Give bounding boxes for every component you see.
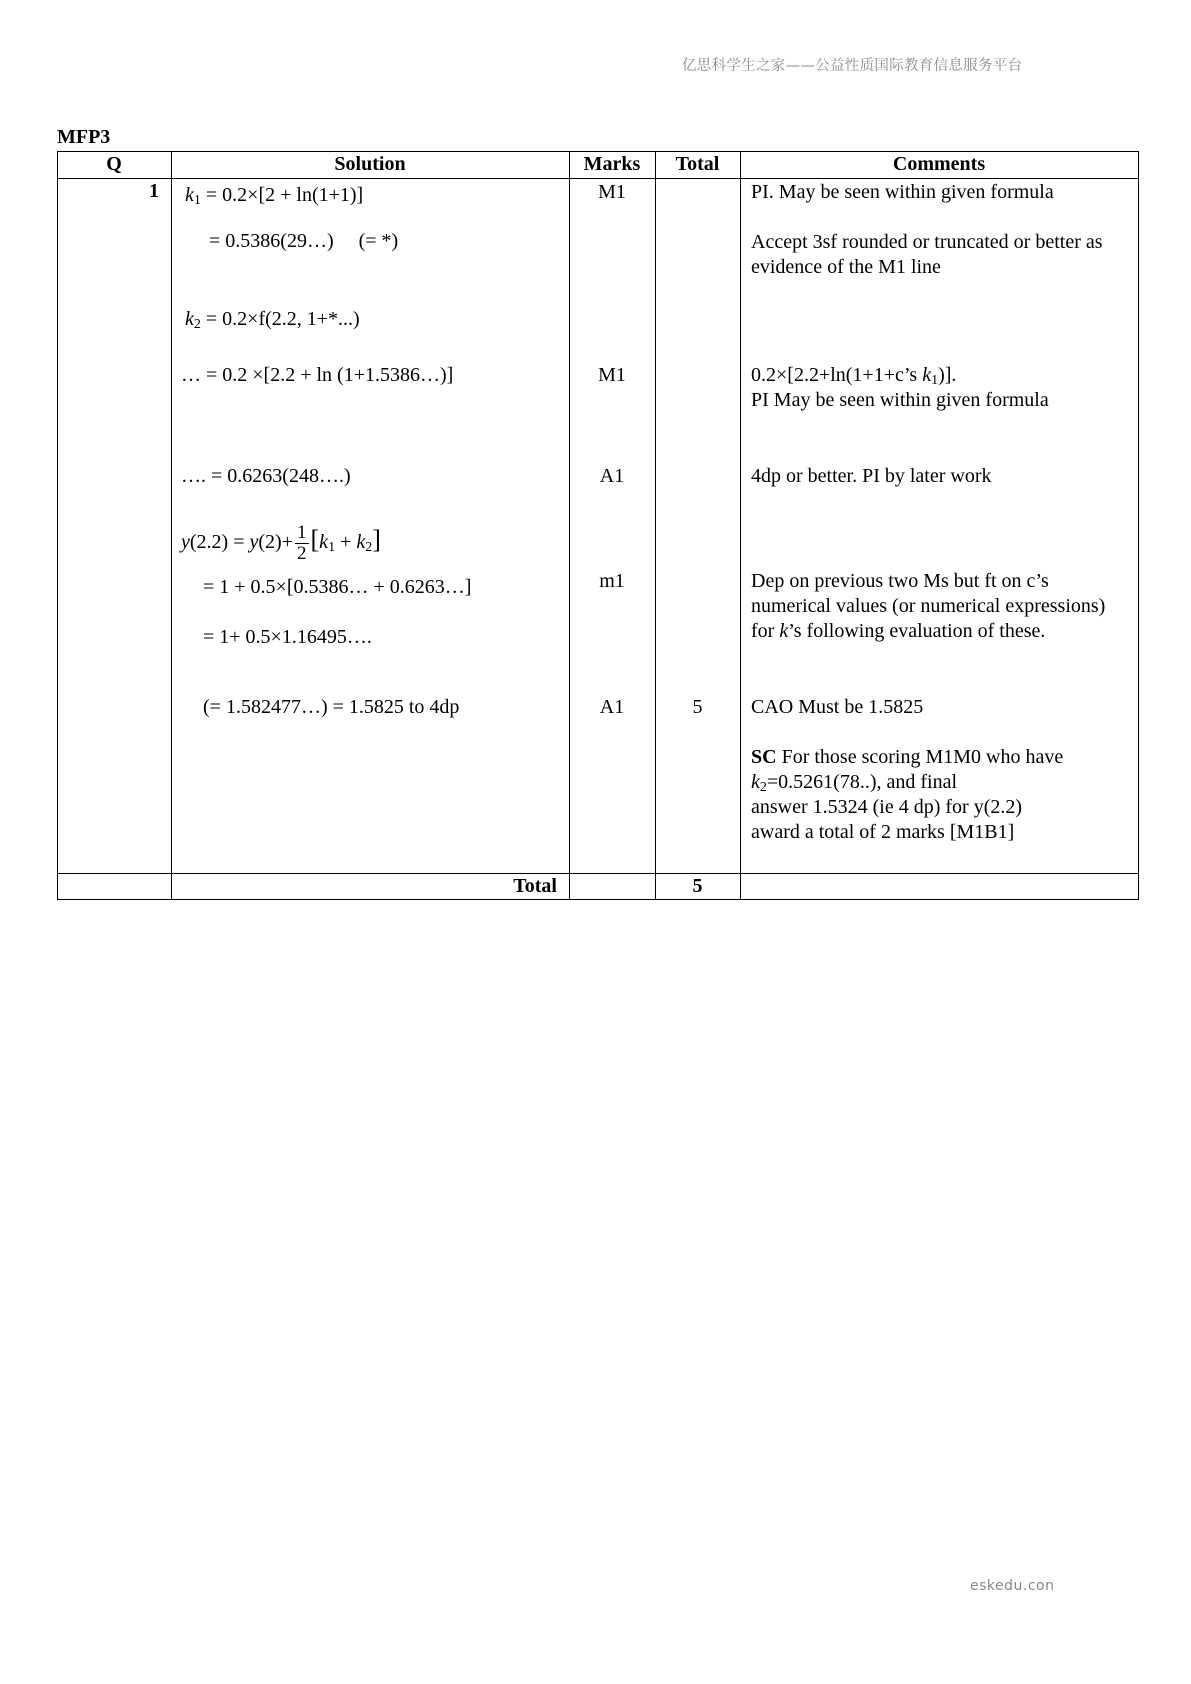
header-bottom-border [57, 178, 1139, 179]
comment-6: Dep on previous two Ms but ft on c’s numerical values (or numerical expressions) for k’s following evaluation of these. [751, 570, 1106, 642]
col-border-solution [569, 151, 570, 900]
mark-scheme-table [57, 151, 1139, 900]
col-header-marks: Marks [583, 153, 641, 175]
col-border-left [57, 151, 58, 900]
total-row-label: Total [513, 875, 557, 897]
comment-2: Accept 3sf rounded or truncated or better as evidence of the M1 line [751, 231, 1103, 278]
solution-line-k1: $k_1 = 0.2\times[2 + \ln(1+1)]$ [185, 184, 364, 208]
col-header-total: Total [675, 153, 720, 175]
mark-2: M1 [598, 364, 626, 386]
mark-1: M1 [598, 181, 626, 203]
col-border-q [171, 151, 172, 900]
solution-line-k2-value: …. = 0.6263(248….) [181, 465, 351, 487]
comment-7: CAO Must be 1.5825 [751, 696, 924, 718]
col-header-comments: Comments [892, 153, 986, 175]
solution-line-substitution: = 1 + 0.5×[0.5386… + 0.6263…] [203, 576, 472, 598]
comment-1: PI. May be seen within given formula [751, 181, 1054, 203]
question-number: 1 [149, 180, 159, 202]
col-header-q: Q [106, 153, 122, 175]
col-header-solution: Solution [334, 153, 406, 175]
half-fraction: $\frac{1}{2}$ [297, 521, 307, 564]
total-row-value: 5 [692, 875, 703, 897]
question-total: 5 [692, 696, 703, 718]
footer-watermark: eskedu.con [970, 1578, 1055, 1594]
solution-line-final-answer: (= 1.582477…) = 1.5825 to 4dp [203, 696, 460, 718]
solution-line-y-formula: y(2.2) = y(2)+ $\frac{1}{2}$ $[k_1 + k_2]$ [181, 521, 381, 564]
solution-line-k2-expanded: … = 0.2 ×[2.2 + ln (1+1.5386…)] [181, 364, 454, 386]
header-watermark: 亿思科学生之家——公益性质国际教育信息服务平台 [682, 58, 1023, 74]
paper-title: MFP3 [57, 126, 111, 148]
col-border-total [740, 151, 741, 900]
comment-3: 0.2×[2.2+ln(1+1+c’s $k_1$)]. [751, 364, 957, 388]
table-bottom-border [57, 899, 1139, 900]
solution-line-k2: $k_2 = 0.2\times f(2.2$, 1+*...) [185, 308, 360, 332]
col-border-marks [655, 151, 656, 900]
mark-4: m1 [599, 570, 625, 592]
special-case-comment: SC For those scoring M1M0 who have $k_2=0.5261(78..)$, and final answer 1.5324 (ie 4 dp) for y(2.2) award a total of 2 marks [M1B1] [751, 746, 1064, 843]
mark-3: A1 [599, 465, 625, 487]
solution-line-sum: = 1+ 0.5×1.16495…. [203, 626, 372, 648]
solution-line-k1-value: = 0.5386(29…) (= *) [209, 230, 399, 252]
col-border-right [1138, 151, 1139, 900]
comment-5: 4dp or better. PI by later work [751, 465, 992, 487]
mark-5: A1 [599, 696, 625, 718]
comment-4: PI May be seen within given formula [751, 389, 1049, 411]
